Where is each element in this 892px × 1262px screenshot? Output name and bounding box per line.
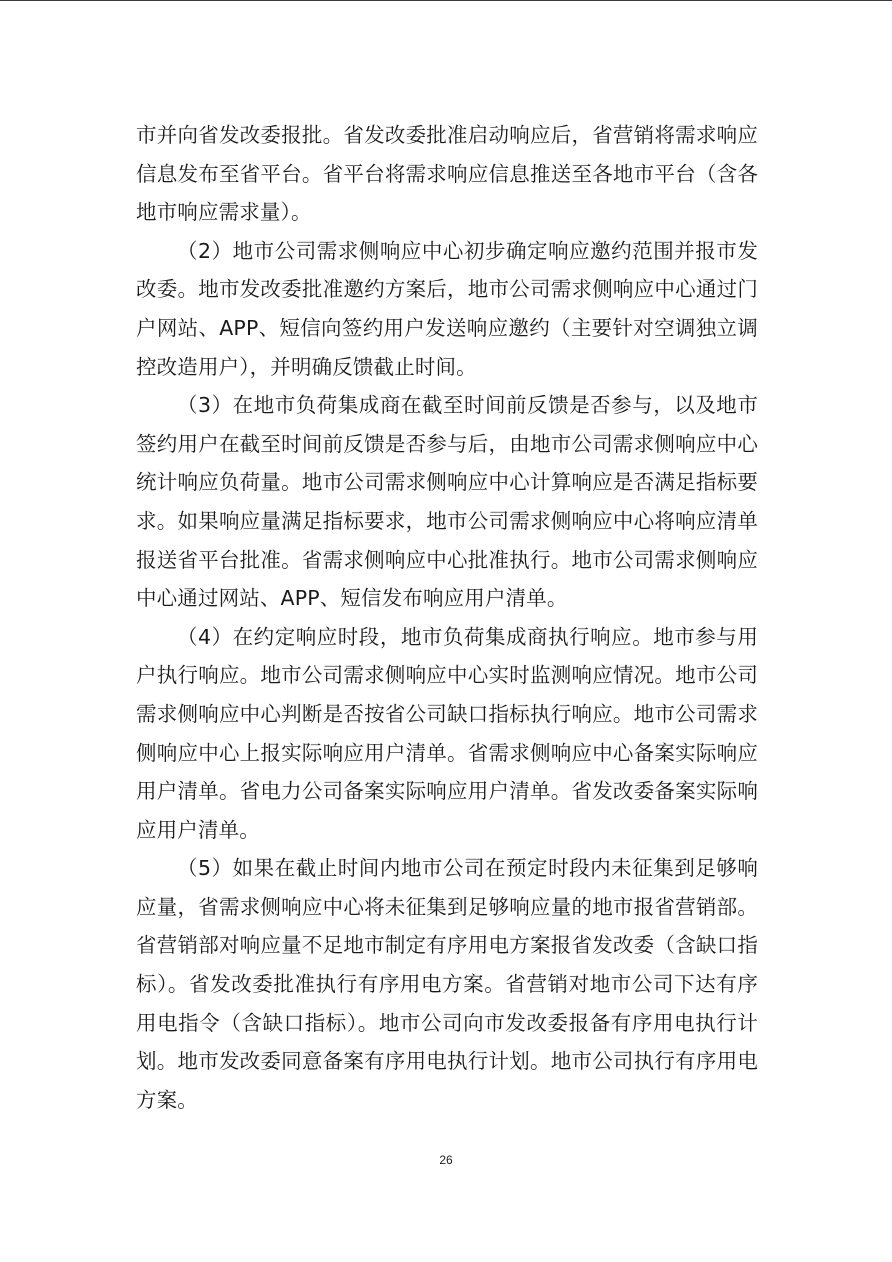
document-body: [136, 116, 758, 1119]
page-number: 26: [439, 1153, 453, 1167]
paragraph-step-5: （5）如果在截止时间内地市公司在预定时段内未征集到足够响应量，省需求侧响应中心将未征集到足够响应量的地市报省营销部。省营销部对响应量不足地市制定有序用电方案报省发改委（含缺口指标）。省发改委批准执行有序用电方案。省营销对地市公司下达有序用电指令（含缺口指标）。地市公司向市发改委报备有序用电执行计划。地市发改委同意备案有序用电执行计划。地市公司执行有序用电方案。: [136, 856, 758, 1112]
paragraph-step-4: （4）在约定响应时段，地市负荷集成商执行响应。地市参与用户执行响应。地市公司需求侧响应中心实时监测响应情况。地市公司需求侧响应中心判断是否按省公司缺口指标执行响应。地市公司需求侧响应中心上报实际响应用户清单。省需求侧响应中心备案实际响应用户清单。省电力公司备案实际响应用户清单。省发改委备案实际响应用户清单。: [136, 624, 758, 842]
paragraph-continuation: 市并向省发改委报批。省发改委批准启动响应后，省营销将需求响应信息发布至省平台。省平台将需求响应信息推送至各地市平台（含各地市响应需求量）。: [136, 123, 758, 225]
paragraph-step-3: （3）在地市负荷集成商在截至时间前反馈是否参与，以及地市签约用户在截至时间前反馈是否参与后，由地市公司需求侧响应中心统计响应负荷量。地市公司需求侧响应中心计算响应是否满足指标要求。如果响应量满足指标要求，地市公司需求侧响应中心将响应清单报送省平台批准。省需求侧响应中心批准执行。地市公司需求侧响应中心通过网站、APP、短信发布响应用户清单。: [136, 393, 758, 611]
paragraph-step-2: （2）地市公司需求侧响应中心初步确定响应邀约范围并报市发改委。地市发改委批准邀约方案后，地市公司需求侧响应中心通过门户网站、APP、短信向签约用户发送响应邀约（主要针对空调独立调控改造用户），并明确反馈截止时间。: [136, 238, 758, 379]
top-border-line: [0, 0, 892, 1]
